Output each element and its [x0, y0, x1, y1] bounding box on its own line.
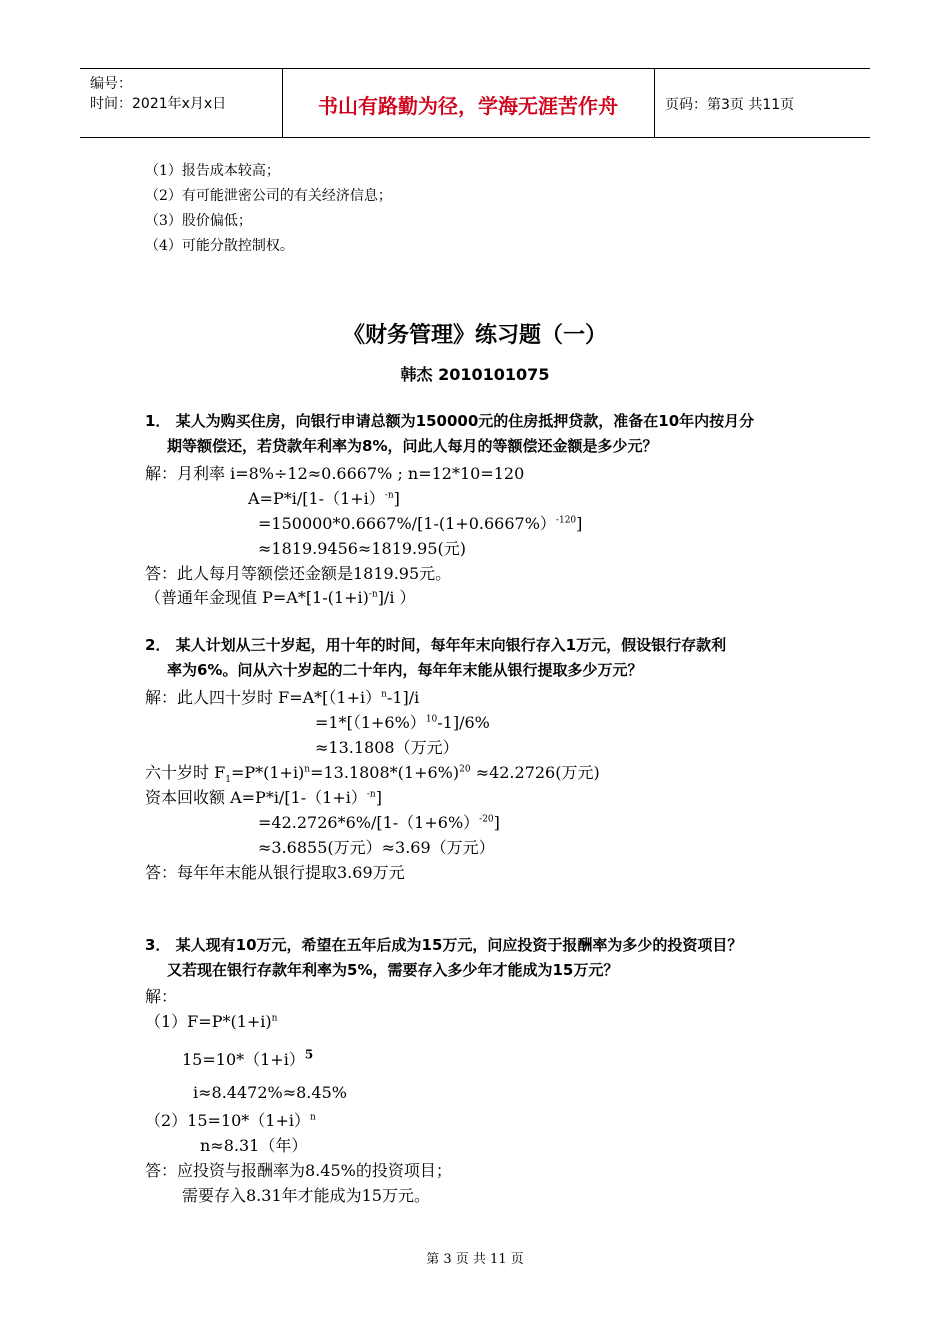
q1-solution-line: 解：月利率 i=8%÷12≈0.6667% ; n=12*10=120 — [145, 464, 525, 483]
q1-note: （普通年金现值 $P=A*[1-(1+i)^{-n}]/i$ ） — [145, 588, 416, 607]
q3-solution-line: i≈8.4472%≈8.45% — [193, 1083, 347, 1102]
header-time: 时间：2021年x月x日 — [90, 96, 227, 112]
question-2-line-1: 2． 某人计划从三十岁起，用十年的时间，每年年末向银行存入1万元，假设银行存款利 — [145, 636, 727, 654]
q2-solution-line: 资本回收额 $A=P*i/[1-(1+i)^{-n}]$ — [145, 788, 382, 807]
q2-solution-line: $=42.2726*6\%/[1-(1+6\%)^{-20}]$ — [258, 813, 500, 832]
page-title: 《财务管理》练习题（一） — [342, 323, 607, 348]
q3-solution-line: n≈8.31（年） — [200, 1136, 308, 1155]
page-footer: 第 3 页 共 11 页 — [426, 1252, 524, 1267]
header-motto-cell — [282, 69, 655, 137]
q3-answer: 需要存入8.31年才能成为15万元。 — [182, 1186, 430, 1205]
q2-solution-line: $=1*[(1+6\%)^{10}-1]/6\%$ — [315, 713, 490, 732]
header-page-number: 页码：第3页 共11页 — [665, 97, 795, 113]
question-3-line-1: 3． 某人现有10万元，希望在五年后成为15万元，问应投资于报酬率为多少的投资项目？ — [145, 936, 743, 954]
q1-answer: 答：此人每月等额偿还金额是1819.95元。 — [145, 564, 452, 583]
list-item: （4）可能分散控制权。 — [145, 238, 294, 254]
question-2-line-2: 率为6%。问从六十岁起的二十年内，每年年末能从银行提取多少万元？ — [167, 661, 643, 679]
q2-answer: 答：每年年末能从银行提取3.69万元 — [145, 863, 405, 882]
page-header — [80, 68, 870, 138]
q2-solution-line: 解：此人四十岁时 $F=A*[(1+i)^n-1]/i$ — [145, 688, 420, 707]
header-meta-cell — [80, 69, 283, 137]
q3-solution-label: 解： — [145, 987, 178, 1006]
q1-solution-line: $A=P*i/[1-(1+i)^{-n}]$ — [248, 489, 400, 508]
q3-solution-line: $15=10*(1+i)^5$ — [182, 1047, 314, 1069]
list-item: （1）报告成本较高； — [145, 163, 280, 179]
list-item: （2）有可能泄密公司的有关经济信息； — [145, 188, 392, 204]
q2-solution-line: 六十岁时 $F_1=P*(1+i)^n=13.1808*(1+6\%)^{20} \approx 42.2726$(万元) — [145, 763, 600, 786]
q3-solution-line: $(2)15=10*(1+i)^n$ — [145, 1111, 316, 1130]
list-item: （3）股价偏低； — [145, 213, 252, 229]
question-3-line-2: 又若现在银行存款年利率为5%，需要存入多少年才能成为15万元？ — [167, 961, 619, 979]
question-1-line-2: 期等额偿还，若贷款年利率为8%，问此人每月的等额偿还金额是多少元？ — [167, 437, 658, 455]
q1-solution-line: =150000*0.6667%/[1-(1+0.6667%）$^{-120}$] — [258, 514, 583, 533]
q2-solution-line: ≈3.6855(万元）≈3.69（万元） — [258, 838, 495, 857]
header-page-cell — [655, 69, 870, 137]
author-line: 韩杰 2010101075 — [400, 365, 550, 384]
q1-solution-line: ≈1819.9456≈1819.95(元) — [258, 539, 466, 558]
header-number: 编号： — [90, 76, 132, 92]
header-motto: 书山有路勤为径，学海无涯苦作舟 — [318, 94, 618, 118]
q3-answer: 答：应投资与报酬率为8.45%的投资项目； — [145, 1161, 452, 1180]
q3-solution-line: $(1)F=P*(1+i)^n$ — [145, 1012, 278, 1031]
question-1-line-1: 1． 某人为购买住房，向银行申请总额为150000元的住房抵押贷款，准备在10年内按月分 — [145, 412, 755, 430]
q2-solution-line: ≈13.1808（万元） — [315, 738, 459, 757]
